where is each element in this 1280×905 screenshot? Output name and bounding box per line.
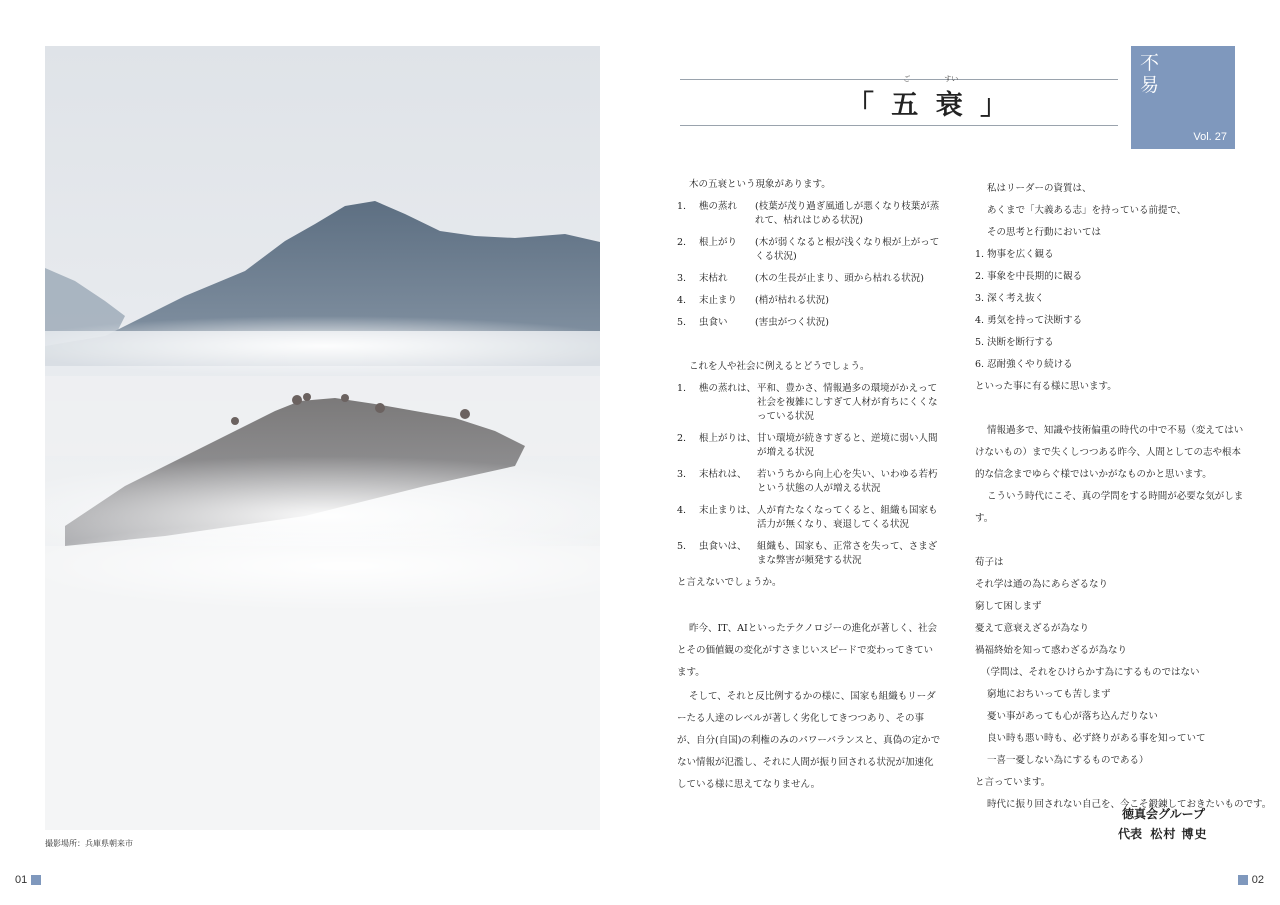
list-item: 5. 虫食い (害虫がつく状況): [677, 317, 829, 328]
list-item: 1. 樵の蒸れは、 平和、豊かさ、情報過多の環境がかえって社会を複雑にしすぎて人材が育ちにくくなっている状況: [677, 383, 938, 422]
intro-text: 木の五衰という現象があります。: [689, 179, 831, 190]
quote-line: 憂い事があっても心が落ち込んだりない: [987, 711, 1158, 722]
signature-line: [1118, 824, 1208, 844]
article-column-a: [677, 178, 942, 796]
square-icon: [31, 875, 41, 885]
list-item: 4. 勇気を持って決断する: [975, 315, 1083, 326]
text-line: といった事に有る様に思います。: [975, 381, 1117, 392]
article-column-b: [975, 178, 1272, 816]
list-item: 3. 末枯れ (木の生長が止まり、頭から枯れる状況): [677, 273, 924, 284]
list-item: 4. 末止まり (梢が枯れる状況): [677, 295, 829, 306]
quote-line: 良い時も悪い時も、必ず終りがある事を知っていて: [987, 733, 1206, 744]
quote-line: 荀子は: [975, 557, 1004, 568]
list-item: 5. 決断を断行する: [975, 337, 1054, 348]
page-number-right: 02: [1238, 874, 1264, 886]
list-item: 4. 末止まりは、 人が育たなくなってくると、組織も国家も活力が無くなり、衰退してくる状況: [677, 505, 938, 530]
text-line: 私はリーダーの資質は、: [987, 183, 1092, 194]
list-item: 6. 忍耐強くやり続ける: [975, 359, 1073, 370]
list-item: 3. 深く考え抜く: [975, 293, 1045, 304]
square-icon: [1238, 875, 1248, 885]
page-title: 「 ご 五 すい 衰 」: [846, 74, 1012, 121]
list-item: 1. 樵の蒸れ (枝葉が茂り過ぎ風通しが悪くなり枝葉が蒸れて、枯れはじめる状況): [677, 201, 940, 226]
signature-name: 松村 博史: [1150, 827, 1208, 841]
title-rule-top: [680, 79, 1118, 80]
quote-line: 憂えて意衰えざるが為なり: [975, 623, 1090, 634]
paragraph: 昨今、IT、AIといったテクノロジーの進化が著しく、社会とその価値観の変化がすさまじいスピードで変わってきています。: [677, 623, 937, 678]
title-rule-bottom: [680, 125, 1118, 126]
list-item: 2. 根上がり (木が弱くなると根が浅くなり根が上がってくる状況): [677, 237, 940, 262]
quote-line: 時代に振り回されない自己を、今こそ鍛錬しておきたいものです。: [987, 799, 1272, 810]
title-ruby-1: ご: [903, 74, 911, 83]
list-item: 3. 末枯れは、 若いうちから向上心を失い、いわゆる若朽という状態の人が増える状況: [677, 469, 938, 494]
quote-line: （学問は、それをひけらかす為にするものではない: [981, 667, 1200, 678]
question-text: これを人や社会に例えるとどうでしょう。: [689, 361, 870, 372]
list-item: 2. 事象を中長期的に観る: [975, 271, 1083, 282]
quote-line: 一喜一憂しない為にするものである）: [987, 755, 1149, 766]
mountain-fog-photo-icon: [45, 46, 600, 830]
quote-line: それ学は通の為にあらざるなり: [975, 579, 1109, 590]
quote-line: 窮して困しまず: [975, 601, 1042, 612]
paragraph: そして、それと反比例するかの様に、国家も組織もリーダーたる人達のレベルが著しく劣化してきつつあり、その事が、自分(自国)の利権のみのパワーバランスと、真偽の定かでない情報が氾濫し、それに人間が振り回される状況が加速化している様に思えてなりません。: [677, 691, 941, 790]
signature: [1118, 804, 1208, 844]
quote-line: と言っています。: [975, 777, 1051, 788]
paragraph: こういう時代にこそ、真の学問をする時間が必要な気がします。: [975, 491, 1244, 524]
mountain-fog-photo: [45, 46, 600, 830]
list-item: 2. 根上がりは、 甘い環境が続きすぎると、逆境に弱い人間が増える状況: [677, 433, 938, 458]
list-item: 1. 物事を広く観る: [975, 249, 1054, 260]
paragraph: 情報過多で、知識や技術偏重の時代の中で不易（変えてはいけないもの）まで失くしつつある昨今、人間としての志や根本的な信念までゆらぐ様ではいかがなものかと思います。: [975, 425, 1244, 480]
signature-org: 徳真会グループ: [1122, 807, 1206, 821]
series-badge: [1131, 46, 1235, 149]
title-band: [680, 74, 1118, 122]
signature-role: 代表: [1118, 827, 1143, 841]
text-line: あくまで「大義ある志」を持っている前提で、: [987, 205, 1187, 216]
page-number-left: 01: [15, 874, 41, 886]
quote-line: 禍福終始を知って惑わざるが為なり: [975, 645, 1128, 656]
photo-caption: 撮影場所：兵庫県朝来市: [45, 839, 133, 848]
conclusion-text: と言えないでしょうか。: [677, 577, 782, 588]
list-item: 5. 虫食いは、 組織も、国家も、正常さを失って、さまざまな弊害が頻発する状況: [677, 541, 938, 566]
title-ruby-2: すい: [944, 74, 959, 83]
badge-volume: Vol. 27: [1193, 131, 1227, 143]
text-line: その思考と行動においては: [987, 227, 1102, 238]
badge-title: 不易: [1140, 52, 1160, 96]
quote-line: 窮地におちいっても苦しまず: [987, 689, 1111, 700]
